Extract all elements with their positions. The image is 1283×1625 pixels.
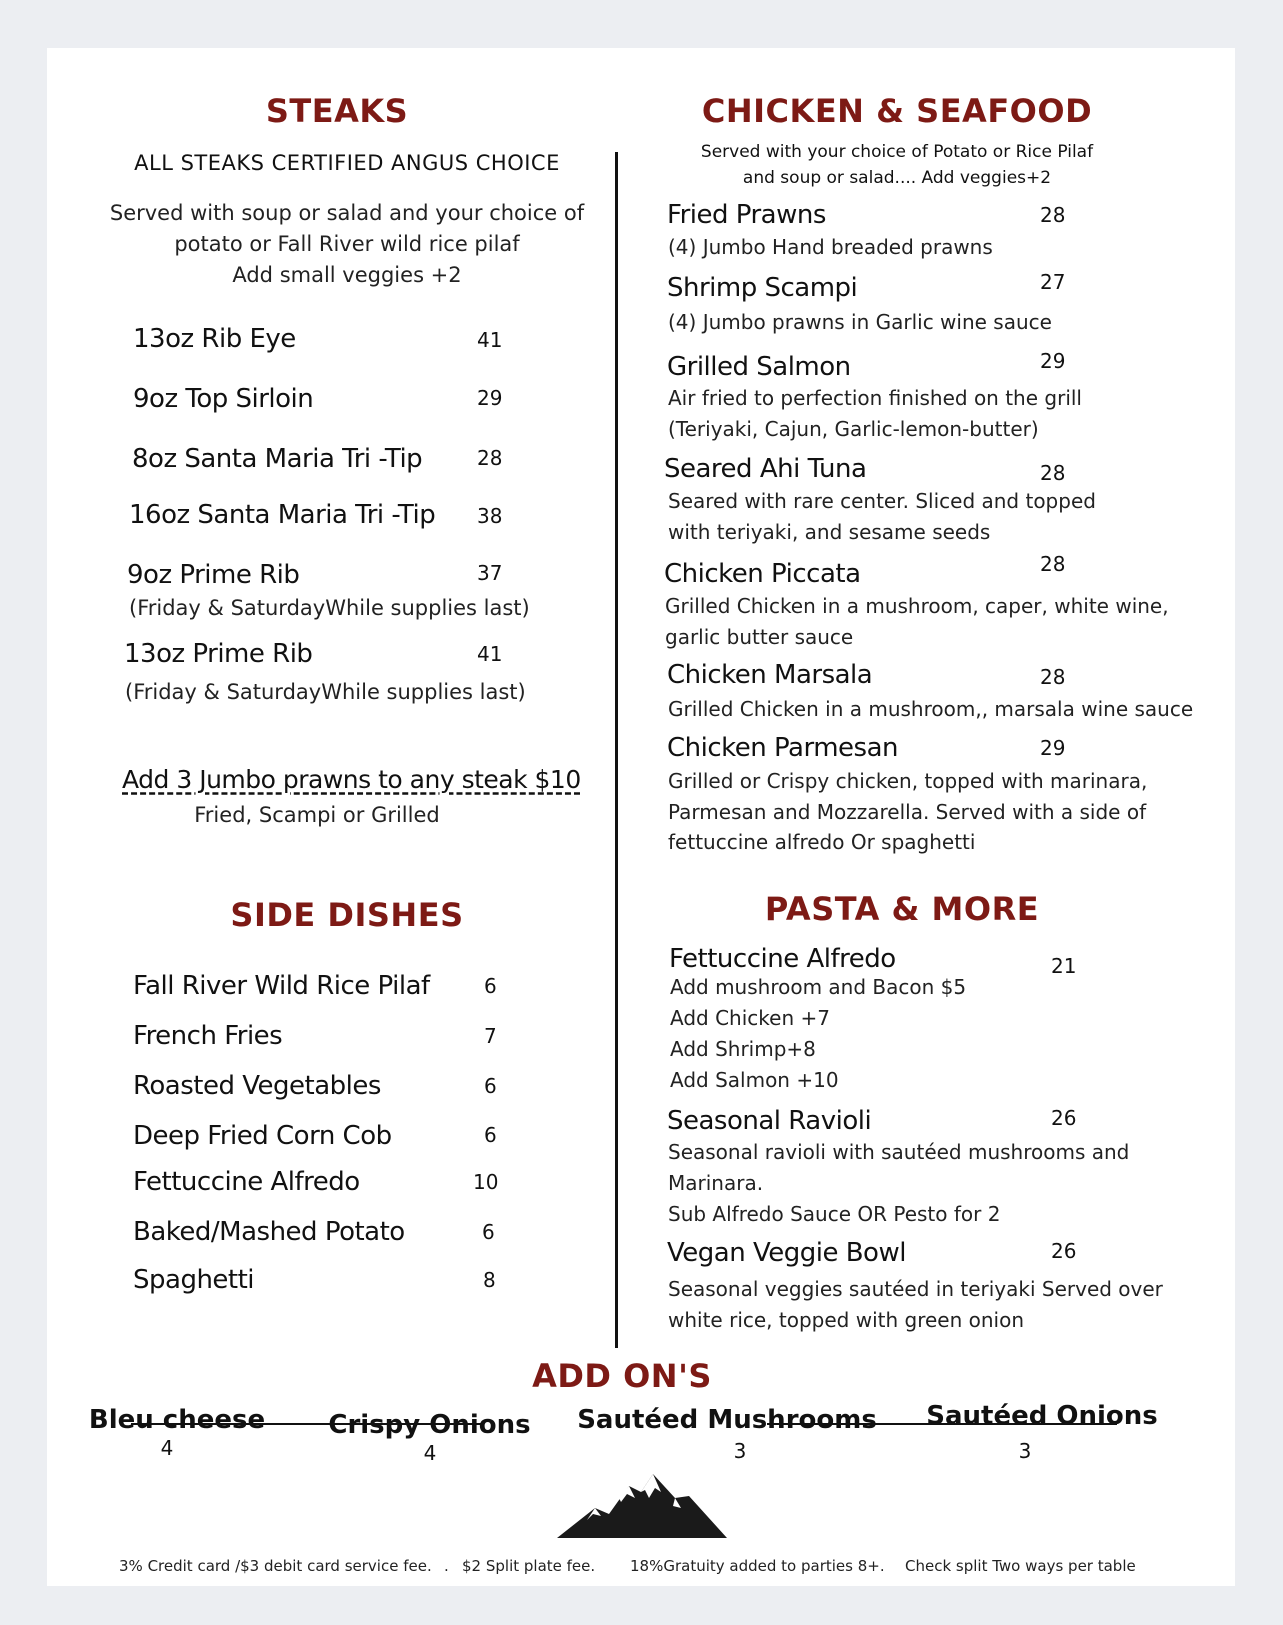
mountain-icon — [557, 1468, 727, 1540]
steaks-desc-line: Add small veggies +2 — [232, 263, 462, 287]
chicken-seafood-heading: CHICKEN & SEAFOOD — [701, 92, 1093, 130]
seafood-item-price: 27 — [1040, 270, 1066, 294]
addon-item-price: 4 — [160, 1436, 174, 1460]
addon-item-name: Bleu cheese — [88, 1405, 266, 1435]
side-item-price: 6 — [484, 1074, 497, 1098]
pasta-item-desc: Add Shrimp+8 — [670, 1037, 816, 1061]
pasta-item-price: 26 — [1051, 1239, 1077, 1263]
side-item-name: French Fries — [133, 1021, 283, 1051]
steak-item-price: 41 — [477, 642, 503, 666]
seafood-item-name: Chicken Parmesan — [667, 733, 898, 763]
footer-check-split: Check split Two ways per table — [905, 1557, 1136, 1575]
side-item-price: 10 — [473, 1170, 499, 1194]
pasta-item-name: Fettuccine Alfredo — [669, 944, 896, 974]
steak-item-note: (Friday & SaturdayWhile supplies last) — [129, 596, 530, 620]
seafood-item-desc: Seared with rare center. Sliced and topped — [668, 489, 1096, 513]
pasta-item-price: 26 — [1051, 1106, 1077, 1130]
seafood-item-desc: (Teriyaki, Cajun, Garlic-lemon-butter) — [668, 417, 1039, 441]
seafood-item-desc: Grilled Chicken in a mushroom,, marsala wine sauce — [668, 697, 1194, 721]
seafood-desc-line: and soup or salad.... Add veggies+2 — [742, 168, 1052, 188]
steak-item-price: 41 — [477, 328, 503, 352]
seafood-item-desc: Grilled Chicken in a mushroom, caper, white wine, — [665, 594, 1169, 618]
seafood-item-name: Shrimp Scampi — [667, 273, 858, 303]
pasta-item-desc: Add Chicken +7 — [670, 1006, 830, 1030]
pasta-item-desc: Add Salmon +10 — [670, 1068, 839, 1092]
seafood-item-name: Fried Prawns — [667, 200, 826, 230]
side-item-name: Deep Fried Corn Cob — [133, 1121, 392, 1151]
pasta-heading: PASTA & MORE — [764, 890, 1040, 928]
seafood-item-price: 29 — [1040, 736, 1066, 760]
addon-item-name: Sautéed Onions — [926, 1401, 1158, 1431]
addon-item-name: Sautéed Mushrooms — [577, 1405, 877, 1435]
seafood-item-price: 29 — [1040, 349, 1066, 373]
steak-prawn-addon-note: Fried, Scampi or Grilled — [194, 803, 440, 827]
addon-item-price: 3 — [733, 1439, 747, 1463]
seafood-item-desc: (4) Jumbo Hand breaded prawns — [668, 235, 993, 259]
steak-item-price: 38 — [477, 504, 503, 528]
footer-gratuity: 18%Gratuity added to parties 8+. — [630, 1557, 885, 1575]
pasta-item-name: Vegan Veggie Bowl — [667, 1238, 906, 1268]
seafood-item-desc: Parmesan and Mozzarella. Served with a side of — [668, 800, 1147, 824]
side-item-price: 8 — [483, 1268, 496, 1292]
side-item-name: Fettuccine Alfredo — [133, 1167, 360, 1197]
addons-heading: ADD ON'S — [532, 1357, 712, 1395]
seafood-item-price: 28 — [1040, 665, 1066, 689]
pasta-item-desc: white rice, topped with green onion — [668, 1308, 1025, 1332]
seafood-item-price: 28 — [1040, 203, 1066, 227]
side-item-name: Baked/Mashed Potato — [133, 1217, 405, 1247]
seafood-item-price: 28 — [1040, 461, 1066, 485]
steak-item-price: 28 — [477, 446, 503, 470]
pasta-item-name: Seasonal Ravioli — [667, 1106, 872, 1136]
pasta-item-desc: Add mushroom and Bacon $5 — [670, 975, 967, 999]
pasta-item-price: 21 — [1051, 954, 1077, 978]
seafood-item-name: Chicken Piccata — [664, 559, 861, 589]
steaks-subtitle: ALL STEAKS CERTIFIED ANGUS CHOICE — [134, 151, 560, 175]
seafood-item-desc: fettuccine alfredo Or spaghetti — [668, 830, 976, 854]
side-item-name: Spaghetti — [133, 1265, 255, 1295]
steaks-desc-line: potato or Fall River wild rice pilaf — [174, 232, 520, 256]
steak-item-name: 13oz Rib Eye — [133, 324, 296, 354]
menu-page — [47, 48, 1235, 1586]
footer-card-fee: 3% Credit card /$3 debit card service fee. — [119, 1557, 432, 1575]
addon-item-price: 3 — [1018, 1439, 1032, 1463]
seafood-item-desc: Grilled or Crispy chicken, topped with marinara, — [668, 769, 1148, 793]
pasta-item-desc: Seasonal ravioli with sautéed mushrooms and — [668, 1140, 1130, 1164]
side-item-name: Roasted Vegetables — [133, 1071, 381, 1101]
steak-item-name: 16oz Santa Maria Tri -Tip — [129, 500, 436, 530]
seafood-desc-line: Served with your choice of Potato or Rice Pilaf — [700, 142, 1094, 162]
seafood-item-price: 28 — [1040, 552, 1066, 576]
addon-item-price: 4 — [423, 1441, 437, 1465]
seafood-item-name: Grilled Salmon — [667, 352, 851, 382]
steak-item-name: 9oz Prime Rib — [127, 560, 300, 590]
seafood-item-name: Seared Ahi Tuna — [664, 454, 867, 484]
addon-item-name: Crispy Onions — [328, 1410, 531, 1440]
steaks-heading: STEAKS — [265, 92, 409, 130]
side-item-price: 6 — [484, 974, 497, 998]
column-divider — [615, 152, 618, 1348]
steak-item-name: 8oz Santa Maria Tri -Tip — [132, 444, 423, 474]
pasta-item-desc: Marinara. — [668, 1171, 764, 1195]
steak-item-price: 37 — [477, 561, 503, 585]
side-item-price: 7 — [484, 1024, 497, 1048]
footer-separator: . — [444, 1557, 449, 1575]
seafood-item-name: Chicken Marsala — [667, 660, 873, 690]
seafood-item-desc: (4) Jumbo prawns in Garlic wine sauce — [668, 310, 1052, 334]
pasta-item-desc: Seasonal veggies sautéed in teriyaki Served over — [668, 1277, 1163, 1301]
steak-item-name: 9oz Top Sirloin — [133, 384, 314, 414]
steak-item-note: (Friday & SaturdayWhile supplies last) — [125, 680, 526, 704]
seafood-item-desc: with teriyaki, and sesame seeds — [668, 520, 991, 544]
steak-prawn-addon: Add 3 Jumbo prawns to any steak $10 — [122, 765, 581, 794]
side-item-price: 6 — [484, 1123, 497, 1147]
seafood-item-desc: Air fried to perfection finished on the grill — [668, 386, 1082, 410]
side-item-name: Fall River Wild Rice Pilaf — [133, 971, 430, 1001]
steak-item-price: 29 — [477, 386, 503, 410]
side-item-price: 6 — [482, 1220, 495, 1244]
seafood-item-desc: garlic butter sauce — [665, 625, 854, 649]
steaks-desc-line: Served with soup or salad and your choice of — [109, 201, 585, 225]
side-dishes-heading: SIDE DISHES — [230, 896, 464, 934]
footer-split-fee: $2 Split plate fee. — [462, 1557, 596, 1575]
steak-item-name: 13oz Prime Rib — [124, 639, 313, 669]
pasta-item-desc: Sub Alfredo Sauce OR Pesto for 2 — [668, 1202, 1001, 1226]
